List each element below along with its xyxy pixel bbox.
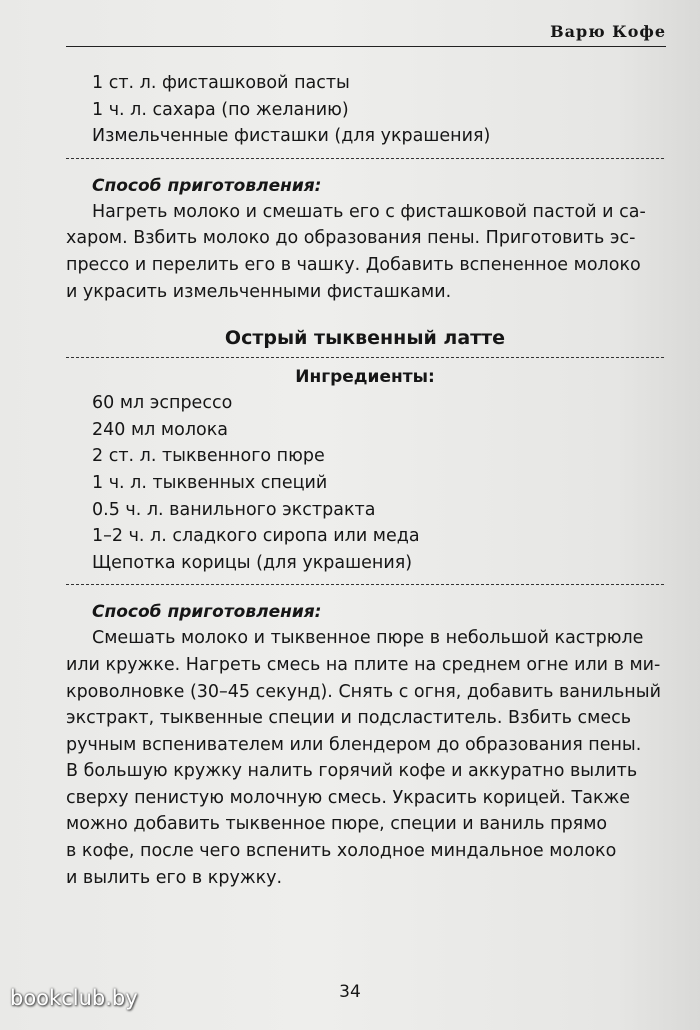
watermark: bookclub.by <box>10 986 138 1010</box>
method-line: ручным вспенивателем или блендером до образования пены. <box>66 734 642 755</box>
recipe2-method <box>66 599 664 891</box>
method-line: в кофе, после чего вспенить холодное миндальное молоко <box>66 841 617 862</box>
page-content <box>66 70 664 891</box>
method-line: Нагреть молоко и смешать его с фисташковой пастой и са- <box>92 201 646 222</box>
method-line: и украсить измельченными фисташками. <box>66 281 452 302</box>
ingredient-line: Измельченные фисташки (для украшения) <box>92 126 491 147</box>
ingredient-line: 1 ч. л. сахара (по желанию) <box>92 99 349 120</box>
recipe2-ingredients <box>66 390 664 576</box>
method-line: Смешать молоко и тыквенное пюре в небольшой кастрюле <box>92 628 644 649</box>
ingredient-line: 0.5 ч. л. ванильного экстракта <box>92 499 376 520</box>
method-title: Способ приготовления: <box>92 602 322 623</box>
method-title: Способ приготовления: <box>92 175 322 196</box>
ingredient-line: 2 ст. л. тыквенного пюре <box>92 446 325 467</box>
ingredient-line: 1–2 ч. л. сладкого сиропа или меда <box>92 526 420 547</box>
ingredients-title: Ингредиенты: <box>295 367 435 388</box>
ingredient-line: Щепотка корицы (для украшения) <box>92 552 413 573</box>
running-header: Варю Кофе <box>550 22 666 41</box>
method-line: сверху пенистую молочную смесь. Украсить корицей. Также <box>66 787 631 808</box>
ingredient-line: 1 ч. л. тыквенных специй <box>92 472 328 493</box>
method-line: В большую кружку налить горячий кофе и аккуратно вылить <box>66 761 638 782</box>
method-line: харом. Взбить молоко до образования пены. Приготовить эс- <box>66 228 636 249</box>
ingredient-line: 1 ст. л. фисташковой пасты <box>92 73 350 93</box>
method-line: экстракт, тыквенные специи и подсластитель. Взбить смесь <box>66 708 632 729</box>
method-line: прессо и перелить его в чашку. Добавить вспененное молоко <box>66 254 641 275</box>
dashed-divider <box>66 357 664 358</box>
dashed-divider <box>66 584 664 585</box>
method-line: и вылить его в кружку. <box>66 867 283 888</box>
page-number: 34 <box>339 982 361 1002</box>
header-rule <box>66 46 666 47</box>
ingredient-line: 240 мл молока <box>92 419 229 440</box>
method-line: кроволновке (30–45 секунд). Снять с огня, добавить ванильный <box>66 681 661 702</box>
recipe-title: Острый тыквенный латте <box>224 327 506 350</box>
recipe1-method <box>66 173 664 305</box>
ingredient-line: 60 мл эспрессо <box>92 393 233 414</box>
recipe1-ingredients <box>66 70 664 150</box>
method-line: или кружке. Нагреть смесь на плите на среднем огне или в ми- <box>66 654 661 675</box>
dashed-divider <box>66 158 664 159</box>
method-line: можно добавить тыквенное пюре, специи и ваниль прямо <box>66 814 608 835</box>
